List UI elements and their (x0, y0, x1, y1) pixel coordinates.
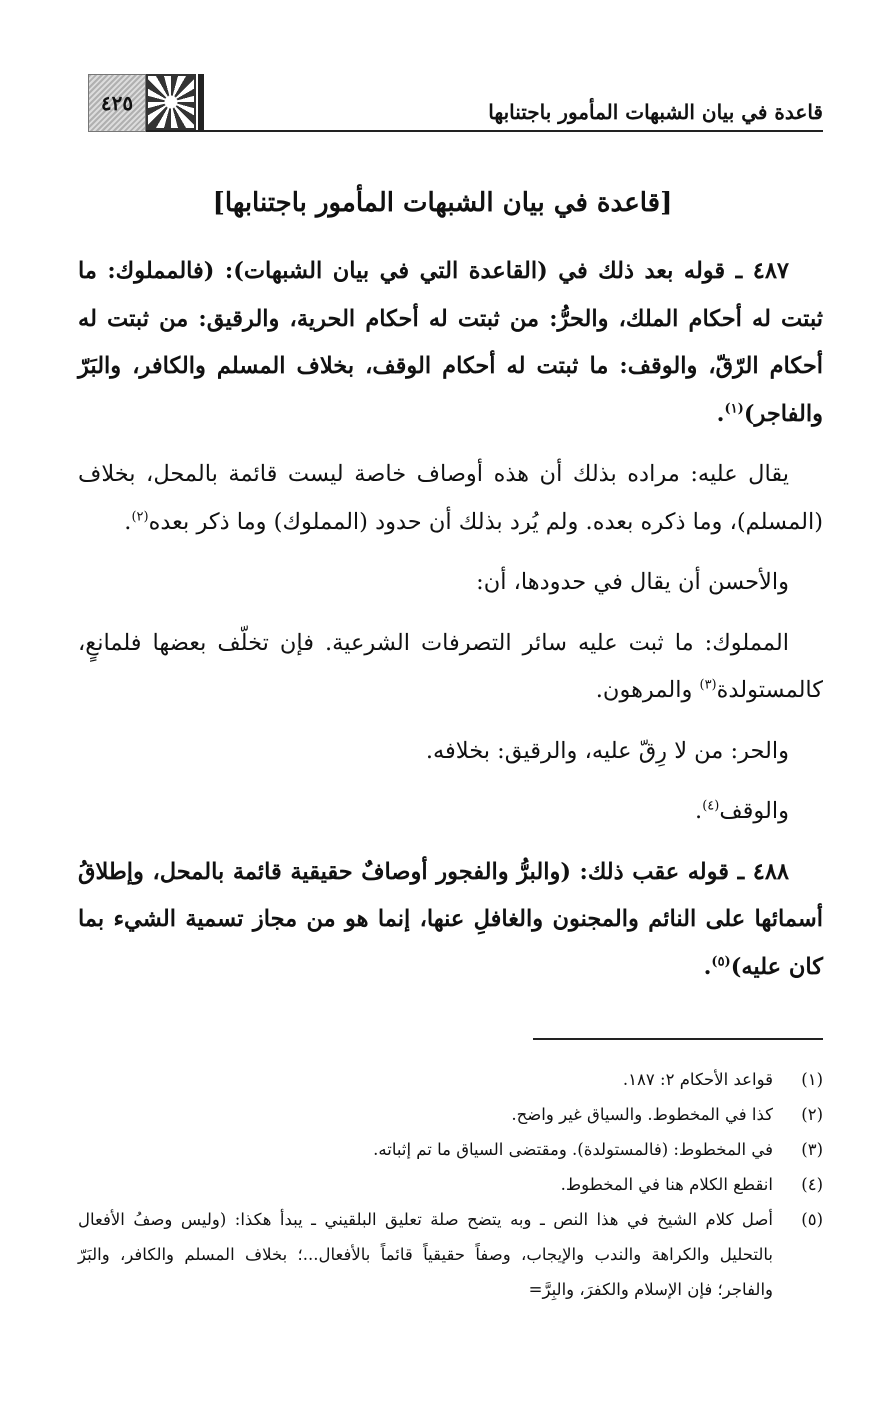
paragraph-text: والأحسن أن يقال في حدودها، أن: (476, 569, 789, 595)
running-title: قاعدة في بيان الشبهات المأمور باجتنابها (488, 100, 823, 124)
paragraph-comment: يقال عليه: مراده بذلك أن هذه أوصاف خاصة ليست قائمة بالمحل، بخلاف (المسلم)، وما ذكره بعده. ولم يُرد بذلك أن حدود (المملوك) وما ذكر بعده$^{(٢)}$. (78, 461, 823, 535)
footnote-marker: (٤) (702, 798, 720, 814)
paragraph-text: يقال عليه: مراده بذلك أن هذه أوصاف خاصة ليست قائمة بالمحل، بخلاف (المسلم)، وما ذكره بعده. ولم يُرد بذلك أن حدود (المملوك) وما ذكر بعده (78, 461, 823, 535)
page-number: ٤٢٥ (88, 74, 146, 132)
paragraph-text: والوقف (719, 798, 789, 824)
footnote-marker: (١) (724, 401, 744, 416)
paragraph-text: والحر: من لا رِقّ عليه، والرقيق: بخلافه. (425, 737, 789, 764)
footnote-item (78, 1202, 823, 1307)
footnote-text: كذا في المخطوط. والسياق غير واضح. (511, 1105, 773, 1124)
footnote-item (78, 1167, 823, 1202)
footnote-marker: (٣) (699, 677, 717, 693)
footnote-item (78, 1097, 823, 1132)
footnote-number: (٣) (801, 1140, 823, 1159)
paragraph-better (78, 559, 823, 607)
footnote-number: (٥) (801, 1210, 823, 1229)
paragraph-hurr (78, 728, 823, 776)
paragraph-mamluk (78, 620, 823, 715)
footnote-text: أصل كلام الشيخ في هذا النص ـ وبه يتضح صلة تعليق البلقيني ـ يبدأ هكذا: (وليس وصفُ الأفعال بالتحليل والكراهة والندب والإيجاب، وصفاً حقيقياً قائماً بالأفعال...؛ بخلاف المسلم والكافر، والبَرّ والفاجر؛ فإن الإسلام والكفرَ، والبِرَّ= (78, 1210, 773, 1299)
paragraph-488: ٤٨٨ ـ قوله عقب ذلك: (والبرُّ والفجور أوصافٌ حقيقية قائمة بالمحل، وإطلاقُ أسمائها على النائم والمجنون والغافلِ عنها، إنما هو من مجاز تسمية الشيء بما كان عليه)$^{(٥)}$. (78, 858, 823, 980)
main-text (78, 248, 823, 1004)
footnote-number: (٢) (801, 1105, 823, 1124)
paragraph-487: ٤٨٧ ـ قوله بعد ذلك في (القاعدة التي في بيان الشبهات): (فالمملوك: ما ثبتت له أحكام الملك، والحرُّ: من ثبتت له أحكام الحرية، والرقيق: من ثبتت له أحكام الرّقّ، والوقف: ما ثبتت له أحكام الوقف، بخلاف المسلم والكافر، والبَرّ والفاجر)$^{(١)}$. (78, 258, 823, 427)
footnote-rule (533, 1038, 823, 1040)
ornament-bar (198, 74, 204, 130)
section-title: [قاعدة في بيان الشبهات المأمور باجتنابها] (212, 188, 673, 218)
footnote-number: (١) (801, 1070, 823, 1089)
footnote-text: في المخطوط: (فالمستولدة). ومقتضى السياق ما تم إثباته. (373, 1140, 773, 1159)
footnote-marker: (٥) (711, 954, 731, 969)
footnote-marker: (٢) (131, 509, 149, 524)
paragraph-text: والمرهون. (595, 677, 693, 703)
footnote-item (78, 1132, 823, 1167)
paragraph-text: ٤٨٨ ـ قوله عقب ذلك: (والبرُّ والفجور أوصافٌ حقيقية قائمة بالمحل، وإطلاقُ أسمائها على النائم والمجنون والغافلِ عنها، إنما هو من مجاز تسمية الشيء بما كان عليه) (78, 858, 823, 980)
paragraph-text: المملوك: ما ثبت عليه سائر التصرفات الشرعية. فإن تخلّف بعضها فلمانعٍ، كالمستولدة (78, 629, 823, 703)
ornament-icon (146, 74, 196, 130)
header-rule (88, 130, 823, 132)
paragraph-text: ٤٨٧ ـ قوله بعد ذلك في (القاعدة التي في بيان الشبهات): (فالمملوك: ما ثبتت له أحكام الملك، والحرُّ: من ثبتت له أحكام الحرية، والرقيق: من ثبتت له أحكام الرّقّ، والوقف: ما ثبتت له أحكام الوقف، بخلاف المسلم والكافر، والبَرّ والفاجر) (78, 258, 823, 427)
footnotes (78, 1062, 823, 1307)
footnote-number: (٤) (801, 1175, 823, 1194)
footnote-item (78, 1062, 823, 1097)
paragraph-waqf: والوقف$^{(٤)}$. (695, 798, 789, 824)
footnote-text: انقطع الكلام هنا في المخطوط. (560, 1175, 773, 1194)
footnote-text: قواعد الأحكام ٢: ١٨٧. (622, 1070, 773, 1089)
